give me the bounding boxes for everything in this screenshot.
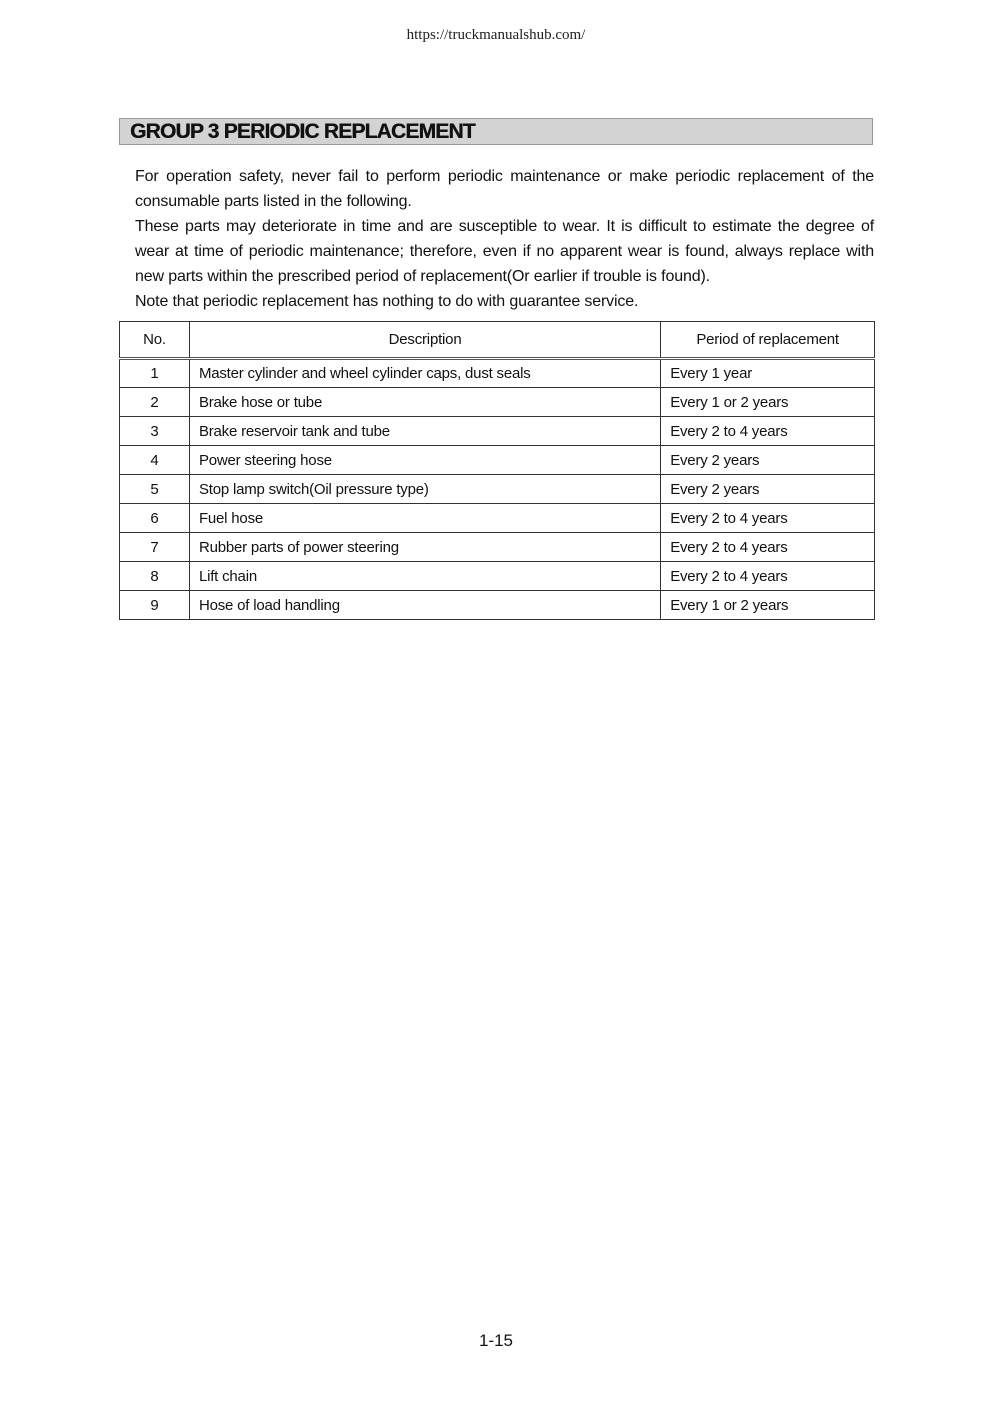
row-period: Every 2 to 4 years (661, 533, 875, 562)
table-row (120, 359, 875, 388)
table-row (120, 475, 875, 504)
row-period: Every 1 or 2 years (661, 591, 875, 620)
replacement-table (119, 321, 875, 620)
row-description: Brake reservoir tank and tube (189, 417, 660, 446)
row-description: Hose of load handling (189, 591, 660, 620)
row-description: Master cylinder and wheel cylinder caps, dust seals (189, 359, 660, 388)
header-description: Description (189, 322, 660, 359)
header-no: No. (120, 322, 190, 359)
row-no: 4 (120, 446, 190, 475)
intro-paragraph: For operation safety, never fail to perform periodic maintenance or make periodic replacement of the consumable parts listed in the following. (135, 168, 874, 210)
row-period: Every 2 years (661, 475, 875, 504)
table-row (120, 533, 875, 562)
intro-text (135, 164, 874, 314)
row-description: Rubber parts of power steering (189, 533, 660, 562)
intro-paragraph: Note that periodic replacement has nothing to do with guarantee service. (135, 293, 639, 310)
row-description: Lift chain (189, 562, 660, 591)
row-description: Brake hose or tube (189, 388, 660, 417)
row-period: Every 1 or 2 years (661, 388, 875, 417)
row-period: Every 2 to 4 years (661, 562, 875, 591)
section-title: GROUP 3 PERIODIC REPLACEMENT (119, 118, 873, 145)
row-period: Every 2 years (661, 446, 875, 475)
source-url: https://truckmanualshub.com/ (406, 27, 586, 43)
row-no: 7 (120, 533, 190, 562)
row-no: 8 (120, 562, 190, 591)
row-no: 9 (120, 591, 190, 620)
row-period: Every 2 to 4 years (661, 504, 875, 533)
row-no: 3 (120, 417, 190, 446)
header-period: Period of replacement (661, 322, 875, 359)
table-row (120, 388, 875, 417)
row-no: 1 (120, 359, 190, 388)
page-number: 1-15 (478, 1331, 514, 1350)
row-no: 6 (120, 504, 190, 533)
row-description: Power steering hose (189, 446, 660, 475)
row-period: Every 1 year (661, 359, 875, 388)
row-no: 2 (120, 388, 190, 417)
row-period: Every 2 to 4 years (661, 417, 875, 446)
table-header-row (120, 322, 875, 359)
table-row (120, 591, 875, 620)
table-row (120, 562, 875, 591)
row-no: 5 (120, 475, 190, 504)
row-description: Stop lamp switch(Oil pressure type) (189, 475, 660, 504)
table-row (120, 417, 875, 446)
row-description: Fuel hose (189, 504, 660, 533)
table-row (120, 446, 875, 475)
table-row (120, 504, 875, 533)
intro-paragraph: These parts may deteriorate in time and are susceptible to wear. It is difficult to estimate the degree of wear at time of periodic maintenance; therefore, even if no apparent wear is found, always replace with new parts within the prescribed period of replacement(Or earlier if trouble is found). (135, 218, 874, 285)
